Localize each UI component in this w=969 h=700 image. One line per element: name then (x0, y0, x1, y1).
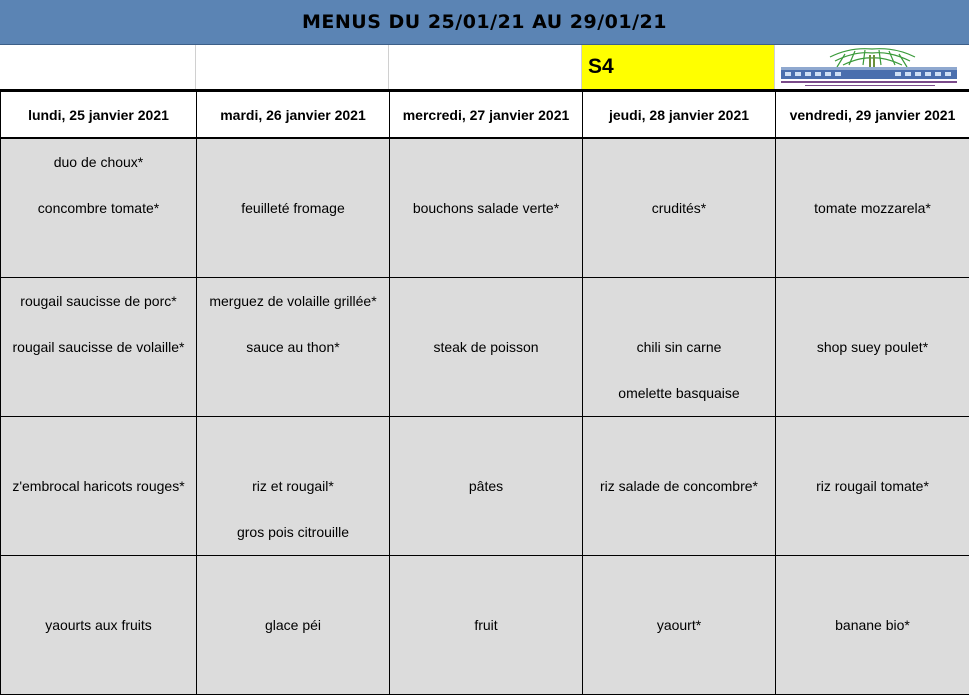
blank-line (583, 648, 775, 694)
menu-cell[interactable] (1, 417, 197, 556)
menu-item: yaourt* (656, 617, 702, 633)
menu-item: riz rougail tomate* (816, 478, 929, 494)
menu-cell[interactable] (390, 278, 583, 417)
menu-cell[interactable] (583, 278, 776, 417)
menu-item: glace péi (264, 617, 322, 633)
college-tree-logo-icon (775, 45, 969, 89)
days-header-row (1, 92, 969, 139)
week-label[interactable]: S4 (582, 45, 775, 89)
day-header[interactable]: vendredi, 29 janvier 2021 (776, 92, 969, 139)
starter-row (1, 138, 969, 278)
menu-item: concombre tomate* (37, 200, 160, 216)
menu-item: rougail saucisse de porc* (20, 293, 177, 309)
menu-cell[interactable] (776, 556, 969, 695)
empty-cell[interactable] (389, 45, 582, 89)
menu-cell[interactable] (197, 417, 390, 556)
menu-item: rougail saucisse de volaille* (12, 339, 185, 355)
day-header[interactable]: mercredi, 27 janvier 2021 (390, 92, 583, 139)
menu-item: shop suey poulet* (816, 339, 929, 355)
menu-cell[interactable] (197, 278, 390, 417)
menu-item: chili sin carne (636, 339, 722, 355)
blank-line (390, 648, 582, 694)
blank-line (1, 556, 196, 602)
blank-line (583, 556, 775, 602)
menu-item: bouchons salade verte* (412, 200, 560, 216)
blank-line (197, 648, 389, 694)
menu-cell[interactable] (390, 556, 583, 695)
blank-line (390, 417, 582, 463)
blank-line (197, 231, 389, 277)
blank-line (390, 556, 582, 602)
blank-line (1, 509, 196, 555)
blank-line (776, 648, 969, 694)
menu-cell[interactable] (776, 417, 969, 556)
menu-cell[interactable] (1, 138, 197, 278)
menu-cell[interactable] (197, 138, 390, 278)
menu-item: yaourts aux fruits (45, 617, 152, 633)
menu-item: riz salade de concombre* (600, 478, 758, 494)
menu-cell[interactable] (583, 556, 776, 695)
blank-line (390, 139, 582, 185)
title-bar (0, 0, 969, 45)
blank-line (776, 417, 969, 463)
menu-cell[interactable] (583, 138, 776, 278)
dessert-row (1, 556, 969, 695)
blank-line (197, 556, 389, 602)
menu-item: omelette basquaise (618, 385, 740, 401)
menu-cell[interactable] (1, 278, 197, 417)
blank-line (583, 278, 775, 324)
blank-line (583, 509, 775, 555)
blank-line (1, 417, 196, 463)
page-title: MENUS DU 25/01/21 AU 29/01/21 (301, 11, 667, 33)
blank-line (197, 370, 389, 416)
blank-line (776, 556, 969, 602)
day-header[interactable]: lundi, 25 janvier 2021 (1, 92, 197, 139)
blank-line (583, 417, 775, 463)
college-tree-logo (775, 45, 969, 89)
blank-line (776, 370, 969, 416)
menu-cell[interactable] (1, 556, 197, 695)
menu-item: steak de poisson (433, 339, 539, 355)
menu-item: pâtes (468, 478, 504, 494)
menu-cell[interactable] (390, 138, 583, 278)
blank-line (776, 139, 969, 185)
blank-line (776, 509, 969, 555)
blank-line (583, 139, 775, 185)
blank-line (197, 417, 389, 463)
menu-item: gros pois citrouille (236, 524, 350, 540)
menu-item: banane bio* (835, 617, 910, 633)
blank-line (1, 648, 196, 694)
side-dish-row (1, 417, 969, 556)
main-dish-row (1, 278, 969, 417)
blank-line (776, 278, 969, 324)
menu-body (1, 138, 969, 695)
blank-line (390, 278, 582, 324)
menu-item: fruit (474, 617, 498, 633)
menu-item: duo de choux* (53, 154, 144, 170)
header-row (0, 45, 969, 91)
menu-item: merguez de volaille grillée* (209, 293, 377, 309)
blank-line (390, 231, 582, 277)
blank-line (197, 139, 389, 185)
menu-item: z'embrocal haricots rouges* (12, 478, 185, 494)
menu-item: riz et rougail* (252, 478, 334, 494)
blank-line (390, 370, 582, 416)
menu-cell[interactable] (776, 138, 969, 278)
menu-table (0, 91, 969, 695)
blank-line (1, 370, 196, 416)
blank-line (1, 231, 196, 277)
blank-line (776, 231, 969, 277)
menu-cell[interactable] (776, 278, 969, 417)
day-header[interactable]: jeudi, 28 janvier 2021 (583, 92, 776, 139)
empty-cell[interactable] (196, 45, 389, 89)
empty-cell[interactable] (0, 45, 196, 89)
menu-cell[interactable] (583, 417, 776, 556)
menu-cell[interactable] (390, 417, 583, 556)
menu-item: tomate mozzarela* (814, 200, 931, 216)
menu-item: sauce au thon* (246, 339, 340, 355)
menu-item: crudités* (651, 200, 707, 216)
menu-item: feuilleté fromage (241, 200, 345, 216)
day-header[interactable]: mardi, 26 janvier 2021 (197, 92, 390, 139)
blank-line (390, 509, 582, 555)
menu-cell[interactable] (197, 556, 390, 695)
blank-line (583, 231, 775, 277)
